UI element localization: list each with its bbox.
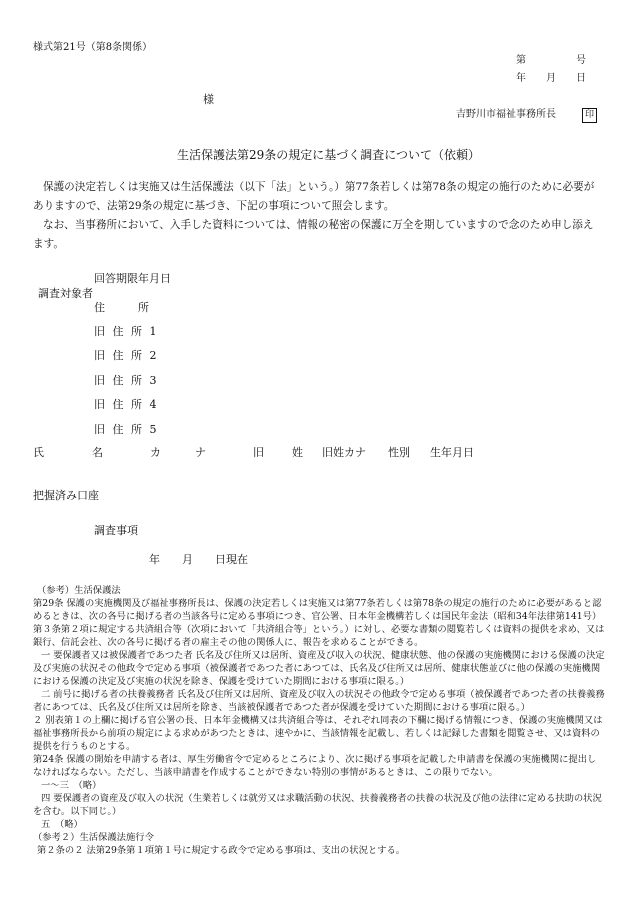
old-address-4-label: 旧 住 所 4 bbox=[94, 398, 157, 411]
old-address-1-label: 旧 住 所 1 bbox=[94, 325, 157, 338]
reference-article-29-item-2: 二 前号に掲げる者の扶養義務者 氏名及び住所又は居所、資産及び収入の状況その他政令で定める事項（被保護者であつた者の扶養義務者にあつては、氏名及び住所又は居所を除き、当該被保護者であつた者が保護を受けていた期間における事項に限る。） bbox=[33, 689, 605, 713]
document-date-label: 年 月 日 bbox=[516, 73, 586, 84]
official-seal: 印 bbox=[582, 108, 597, 123]
header-old-1: 旧 bbox=[253, 446, 264, 459]
addressee-suffix: 様 bbox=[203, 93, 214, 106]
body-paragraph-2: なお、当事務所において、入手した資料については、情報の秘密の保護に万全を期していますので念のため申し添えます。 bbox=[33, 219, 594, 250]
reference-heading: （参考）生活保護法 bbox=[37, 585, 121, 596]
header-kana-1: カ bbox=[150, 446, 161, 459]
form-label: 様式第21号（第8条関係） bbox=[33, 42, 153, 53]
document-number-label: 第 号 bbox=[516, 55, 586, 66]
header-given-name: 名 bbox=[92, 446, 103, 459]
reference-article-24-items-1-3: 一〜三 （略） bbox=[41, 780, 102, 791]
old-address-5-label: 旧 住 所 5 bbox=[94, 423, 157, 436]
document-title: 生活保護法第29条の規定に基づく調査について（依頼） bbox=[177, 148, 481, 162]
old-address-3-label: 旧 住 所 3 bbox=[94, 374, 157, 387]
reference-2-text: 第２条の２ 法第29条第１項第１号に規定する政令で定める事項は、支出の状況とする。 bbox=[37, 845, 406, 856]
body-paragraph-1: 保護の決定若しくは実施又は生活保護法（以下「法」という。）第77条若しくは第78条の規定の施行のために必要がありますので、法第29条の規定に基づき、下記の事項について照会します。 bbox=[33, 181, 595, 212]
subject-label: 調査対象者 bbox=[38, 287, 93, 300]
header-old-surname-kana: 旧姓カナ bbox=[322, 446, 366, 459]
sender-name: 吉野川市福祉事務所長 bbox=[456, 109, 556, 120]
reference-article-29-item-1: 一 要保護者又は被保護者であつた者 氏名及び住所又は居所、資産及び収入の状況、健康状態、他の保護の実施機関における保護の決定及び実施の状況その他政令で定める事項（被保護者であつた者にあつては、氏名及び住所又は居所、健康状態並びに他の保護の実施機関における保護の決定及び実施の状況を除き、保護を受けていた期間における事項に限る。） bbox=[33, 650, 605, 687]
reply-deadline-label: 回答期限年月日 bbox=[94, 272, 171, 285]
old-address-2-label: 旧 住 所 2 bbox=[94, 349, 157, 362]
reference-article-24-item-4: 四 要保護者の資産及び収入の状況（生業若しくは就労又は求職活動の状況、扶養義務者の扶養の状況及び他の法律に定める扶助の状況を含む。以下同じ。） bbox=[33, 793, 602, 817]
reference-article-29: 第29条 保護の実施機関及び福祉事務所長は、保護の決定若しくは実施又は第77条若しくは第78条の規定の施行のために必要があると認めるときは、次の各号に掲げる者の当該各号に定める事項につき、官公署、日本年金機構若しくは国民年金法（昭和34年法律第141号）第３条第２項に規定する共済組合等（次項において「共済組合等」という。）に対し、必要な書類の閲覧若しくは資料の提供を求め、又は銀行、信託会社、次の各号に掲げる者の雇主その他の関係人に、報告を求めることができる。 bbox=[33, 598, 605, 648]
address-label: 住 所 bbox=[94, 301, 149, 314]
header-old-surname: 姓 bbox=[292, 446, 303, 459]
header-gender: 性別 bbox=[388, 446, 410, 459]
as-of-date-label: 年 月 日現在 bbox=[149, 553, 248, 566]
reference-article-24: 第24条 保護の開始を申請する者は、厚生労働省令で定めるところにより、次に掲げる事項を記載した申請書を保護の実施機関に提出しなければならない。ただし、当該申請書を作成することができない特別の事情があるときは、この限りでない。 bbox=[33, 754, 597, 778]
header-kana-2: ナ bbox=[195, 446, 206, 459]
header-birthdate: 生年月日 bbox=[430, 446, 474, 459]
reference-article-29-paragraph-2: ２ 別表第１の上欄に掲げる官公署の長、日本年金機構又は共済組合等は、それぞれ同表の下欄に掲げる情報につき、保護の実施機関又は福祉事務所長から前項の規定による求めがあつたときは、速やかに、当該情報を記載し、若しくは記録した書類を閲覧させ、又は資料の提供を行うものとする。 bbox=[33, 715, 603, 752]
reference-article-24-item-5: 五 （略） bbox=[41, 819, 83, 830]
reference-2-heading: （参考２）生活保護法施行令 bbox=[33, 832, 154, 843]
header-surname: 氏 bbox=[33, 446, 44, 459]
known-accounts-label: 把握済み口座 bbox=[33, 489, 99, 502]
inquiry-items-label: 調査事項 bbox=[94, 524, 138, 537]
